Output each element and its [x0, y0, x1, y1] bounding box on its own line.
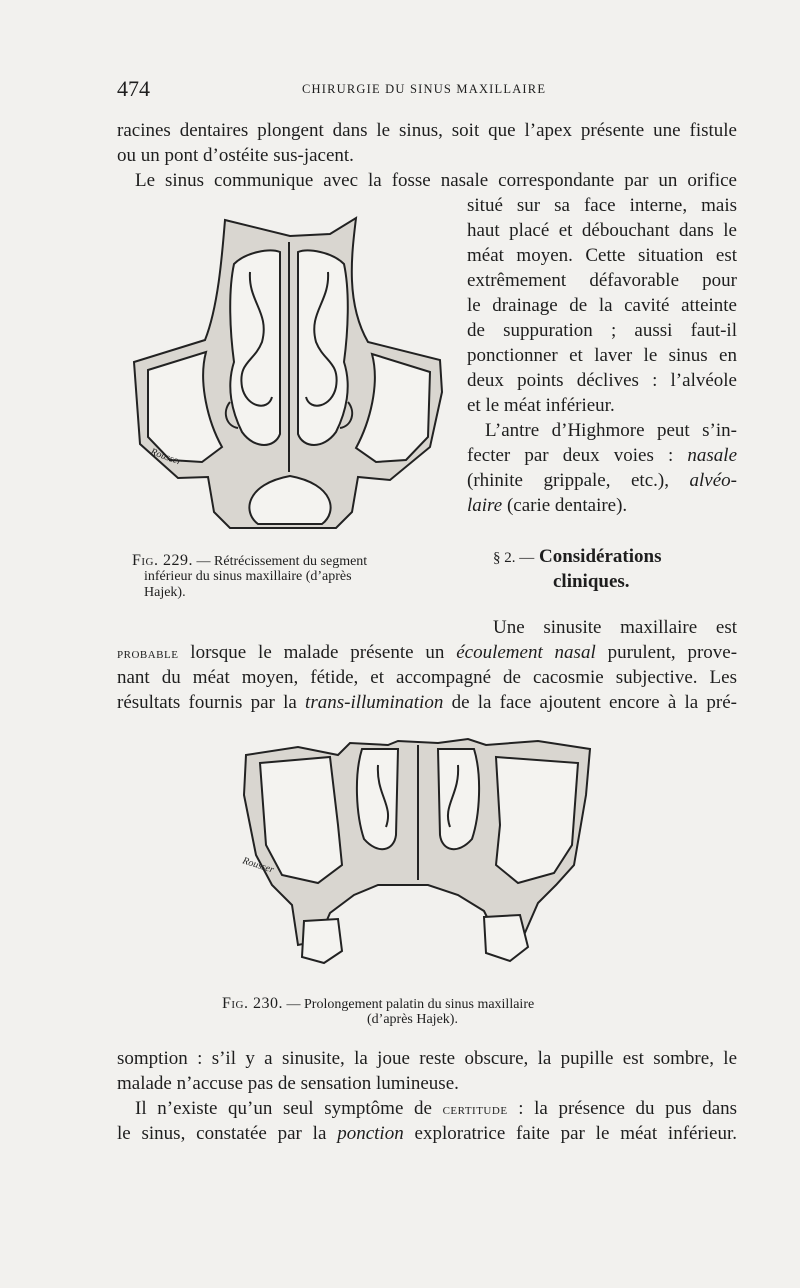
section-heading [493, 545, 737, 594]
text-line: de suppuration ; aussi faut-il [467, 320, 737, 341]
svg-text:Rousser: Rousser [148, 446, 184, 468]
text-line: le sinus, constatée par la ponction exploratrice faite par le méat inférieur. [117, 1123, 738, 1144]
text-line: somption : s’il y a sinusite, la joue reste obscure, la pupille est sombre, le [117, 1048, 737, 1069]
caption-line: (d’après Hajek). [367, 1012, 458, 1027]
text-line: le drainage de la cavité atteinte [467, 295, 737, 316]
figure-230-illustration [238, 735, 610, 970]
text-line: probable lorsque le malade présente un écoulement nasal purulent, prove- [117, 642, 738, 663]
text-line: Il n’existe qu’un seul symptôme de certitude : la présence du pus dans [135, 1098, 738, 1119]
figure-229-illustration [130, 212, 448, 532]
text-line: extrêmement défavorable pour [467, 270, 737, 291]
caption-figure-number: Fig. 230. [222, 995, 284, 1012]
paragraph-4 [117, 640, 737, 715]
text-line: fecter par deux voies : nasale [467, 445, 738, 466]
text-line: ponctionner et laver le sinus en [467, 345, 737, 366]
emphasis-laire: laire [467, 495, 503, 516]
paragraph-1 [117, 118, 737, 168]
caption-line: Fig. 229. — Rétrécissement du segment [132, 552, 368, 569]
small-caps-certitude: certitude [442, 1101, 508, 1118]
text-line: racines dentaires plongent dans le sinus, soit que l’apex présente une fistule [117, 120, 737, 141]
figure-229-caption [132, 553, 432, 601]
text-line: haut placé et débouchant dans le [467, 220, 737, 241]
emphasis-ecoulement: écoulement nasal [456, 642, 596, 663]
text-line: ou un pont d’ostéite sus-jacent. [117, 145, 354, 166]
text-line: résultats fournis par la trans-illumination de la face ajoutent encore à la pré- [117, 692, 738, 713]
section-title: Considérations [539, 546, 662, 567]
text-line: malade n’accuse pas de sensation lumineuse. [117, 1073, 459, 1094]
page-header [117, 76, 737, 100]
caption-figure-number: Fig. 229. [132, 552, 194, 569]
figure-230-caption [222, 996, 642, 1028]
text-line: méat moyen. Cette situation est [467, 245, 737, 266]
caption-line: inférieur du sinus maxillaire (d’après [144, 569, 352, 584]
emphasis-nasale: nasale [687, 445, 738, 466]
section-number: § 2. — [493, 550, 535, 566]
paragraph-3 [467, 418, 737, 518]
svg-text:Rousser: Rousser [241, 855, 276, 876]
paragraph-6 [117, 1096, 737, 1146]
emphasis-alveo: alvéo- [689, 470, 738, 491]
text-line: et le méat inférieur. [467, 395, 615, 416]
text-line: L’antre d’Highmore peut s’in- [485, 420, 737, 441]
paragraph-4-start [493, 615, 737, 640]
caption-line: Fig. 230. — Prolongement palatin du sinus maxillaire [222, 995, 535, 1012]
running-title: CHIRURGIE DU SINUS MAXILLAIRE [302, 82, 547, 96]
text-line: situé sur sa face interne, mais [467, 195, 737, 216]
paragraph-2-wrap [467, 193, 737, 418]
palatine-extension-drawing [238, 735, 610, 970]
text-line: nant du méat moyen, fétide, et accompagné de cacosmie subjective. Les [117, 667, 737, 688]
page-number: 474 [117, 76, 150, 101]
text-line: Le sinus communique avec la fosse nasale correspondante par un orifice [135, 170, 737, 191]
caption-line: Hajek). [144, 585, 186, 600]
text-line: laire (carie dentaire). [467, 495, 628, 516]
text-line: deux points déclives : l’alvéole [467, 370, 737, 391]
paragraph-5 [117, 1046, 737, 1096]
text-line: (rhinite grippale, etc.), alvéo- [467, 470, 738, 491]
text-line: Une sinusite maxillaire est [493, 617, 737, 638]
sinus-cross-section-drawing [130, 212, 448, 532]
section-title-cont: cliniques. [553, 571, 630, 592]
emphasis-trans: trans-illumination [305, 692, 444, 713]
emphasis-ponction: ponction [337, 1123, 404, 1144]
paragraph-2 [117, 168, 737, 193]
small-caps-probable: probable [117, 645, 179, 662]
